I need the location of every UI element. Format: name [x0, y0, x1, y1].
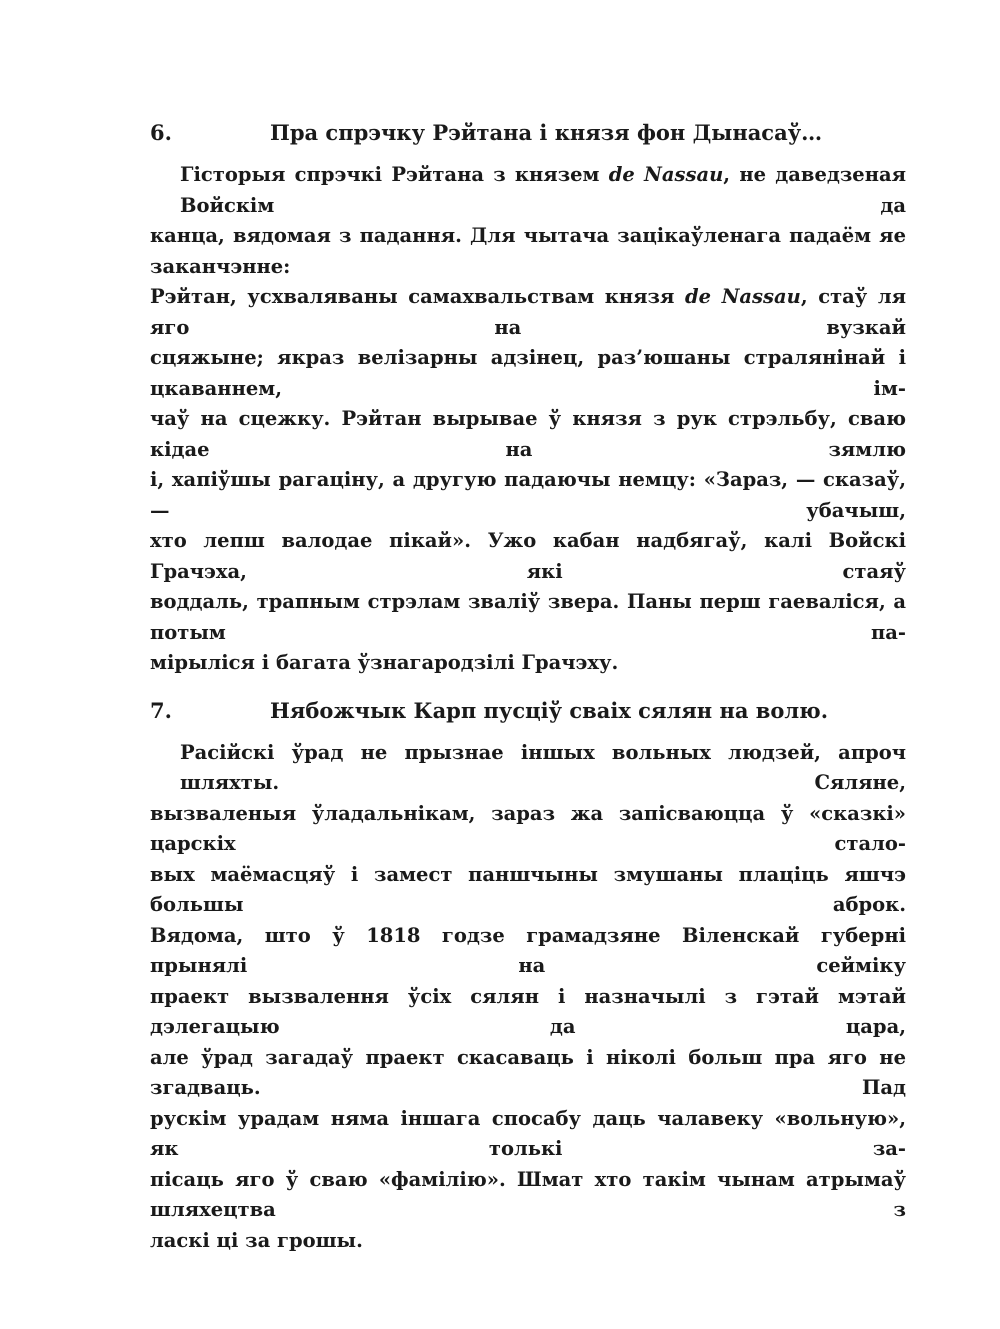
section-number: 6.: [150, 120, 172, 145]
text-run: хто лепш валодае пікай». Ужо кабан надбягаў, калі Войскі Грачэха, які стаяў: [150, 529, 906, 583]
section-title: Пра спрэчку Рэйтана і князя фон Дынасаў…: [270, 120, 823, 145]
text-line: [150, 160, 906, 221]
text-run: воддаль, трапным стрэлам зваліў звера. Паны перш гаеваліся, а потым па-: [150, 590, 906, 644]
text-block: [150, 118, 906, 1256]
text-run: Гісторыя спрэчкі Рэйтана з князем: [180, 163, 609, 186]
section-7: [150, 696, 906, 1257]
text-run: Расійскі ўрад не прызнае іншых вольных людзей, апроч шляхты. Сяляне,: [180, 740, 906, 794]
text-run: , стаў ля яго на вузкай: [150, 285, 906, 339]
section-paragraph: [150, 160, 906, 679]
text-run: і, хапіўшы рагаціну, а другую падаючы немцу: «Зараз, — сказаў, — убачыш,: [150, 468, 906, 522]
text-run: але ўрад загадаў праект скасаваць і ніколі больш пра яго не згадваць. Пад: [150, 1045, 906, 1099]
text-run: сцяжыне; якраз велізарны адзінец, раз’юшаны стралянінай і цкаваннем, ім-: [150, 346, 906, 400]
text-run: праект вызвалення ўсіх сялян і назначылі з гэтай мэтай дэлегацыю да цара,: [150, 984, 906, 1038]
text-run: чаў на сцежку. Рэйтан вырывае ў князя з рук стрэльбу, сваю кідае на зямлю: [150, 407, 906, 461]
text-run: ласкі ці за грошы.: [150, 1228, 363, 1252]
text-run: вызваленыя ўладальнікам, зараз жа запісваюцца ў «сказкі» царскіх стало-: [150, 801, 906, 855]
text-line: [150, 465, 906, 526]
text-line: [150, 404, 906, 465]
text-run: , не даведзеная Войскім да: [180, 163, 907, 217]
text-run: рускім урадам няма іншага спосабу даць чалавеку «вольную», як толькі за-: [150, 1106, 906, 1160]
text-line: [150, 343, 906, 404]
text-line: [150, 1043, 906, 1104]
text-line: [150, 587, 906, 648]
text-line: [150, 1104, 906, 1165]
text-run: канца, вядомая з падання. Для чытача зацікаўленага падаём яе заканчэнне:: [150, 224, 906, 278]
text-line: [150, 1226, 906, 1257]
section-title: Нябожчык Карп пусціў сваіх сялян на волю.: [270, 697, 829, 723]
italic-text-run: de Nassau: [608, 163, 724, 186]
text-run: мірыліся і багата ўзнагародзілі Грачэху.: [150, 651, 619, 674]
section-number: 7.: [150, 697, 172, 723]
section-heading: [150, 696, 906, 726]
text-line: [150, 648, 906, 679]
section-paragraph: [150, 738, 906, 1257]
text-line: [150, 799, 906, 860]
text-line: [150, 526, 906, 587]
section-heading: [150, 118, 906, 148]
italic-text-run: de Nassau: [684, 285, 801, 308]
text-run: Рэйтан, усхваляваны самахвальствам князя: [150, 285, 685, 308]
section-6: [150, 118, 906, 679]
text-run: пісаць яго ў сваю «фамілію». Шмат хто такім чынам атрымаў шляхецтва з: [150, 1167, 906, 1221]
text-line: [150, 738, 906, 799]
text-line: [150, 860, 906, 921]
text-run: вых маёмасцяў і замест паншчыны змушаны плаціць яшчэ большы аброк.: [150, 862, 906, 916]
text-line: [150, 921, 906, 982]
text-run: Вядома, што ў 1818 годзе грамадзяне Віленскай губерні прынялі на сейміку: [150, 923, 906, 977]
text-line: [150, 282, 906, 343]
text-line: [150, 982, 906, 1043]
text-line: [150, 1165, 906, 1226]
text-line: [150, 221, 906, 282]
